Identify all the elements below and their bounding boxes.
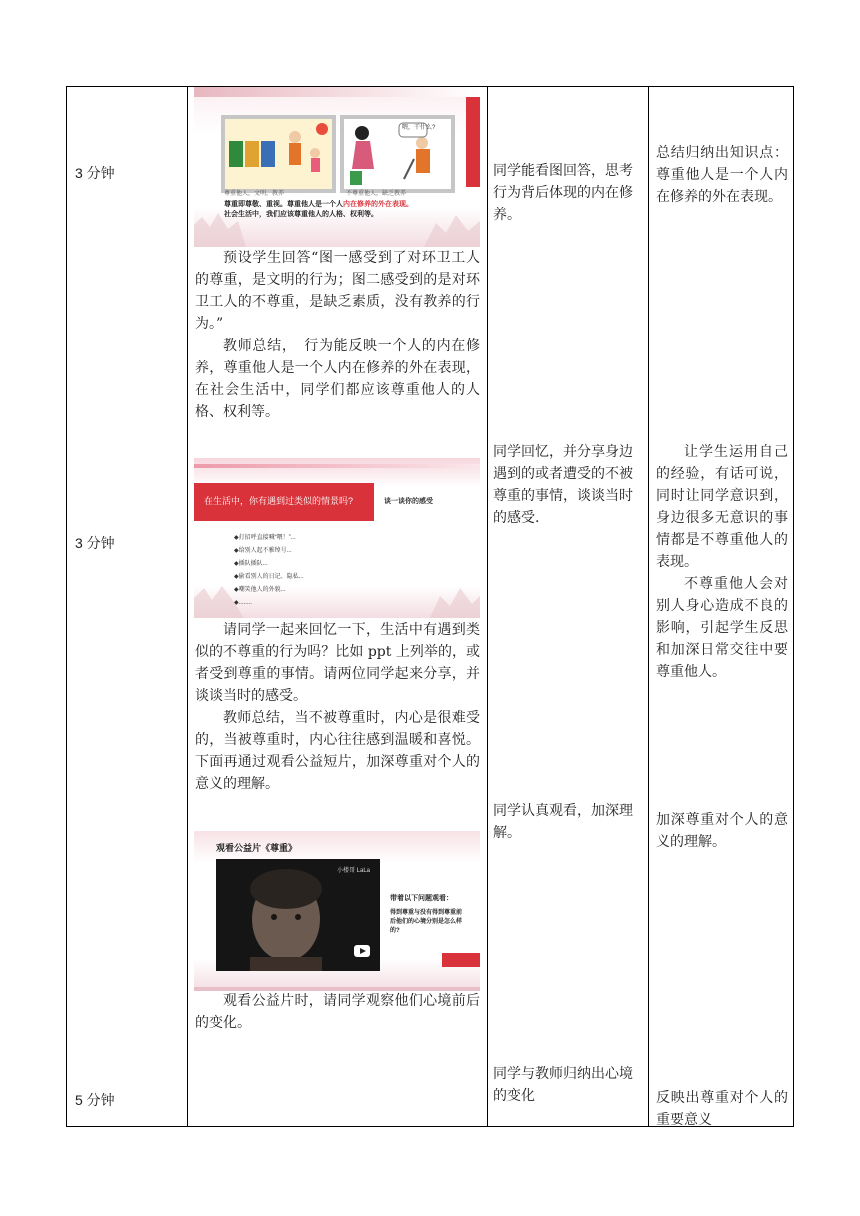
teacher-paragraph: 教师总结， 行为能反映一个人的内在修养，尊重他人是一个人内在修养的外在表现，在社会生活中，同学们都应该尊重他人的人格、权利等。 bbox=[195, 338, 480, 420]
list-item: ◆插队插队... bbox=[234, 561, 268, 567]
play-icon[interactable] bbox=[354, 945, 370, 957]
teacher-paragraph: 观看公益片时，请同学观察他们心境前后的变化。 bbox=[195, 993, 480, 1031]
caption-right: 不尊重他人，缺乏教养 bbox=[346, 191, 407, 197]
row1-teacher-text bbox=[195, 247, 480, 423]
row2-student-activity: 同学回忆，并分享身边遇到的或者遭受的不被尊重的事情，谈谈当时的感受. bbox=[493, 444, 633, 526]
cartoon-right-image bbox=[340, 115, 455, 193]
column-divider bbox=[648, 87, 649, 1126]
row2-time: 3 分钟 bbox=[75, 535, 115, 551]
column-divider bbox=[187, 87, 188, 1126]
cartoon-left-image bbox=[221, 115, 336, 193]
video-logo: 小楼哥 LaLa bbox=[336, 868, 370, 874]
accent-bar bbox=[466, 87, 480, 187]
accent-bar bbox=[442, 953, 480, 967]
list-item: ◆........ bbox=[234, 600, 252, 606]
slide-situations bbox=[194, 458, 480, 618]
slide-video bbox=[194, 831, 480, 991]
row4-time: 5 分钟 bbox=[75, 1092, 115, 1108]
teacher-paragraph: 预设学生回答“图一感受到了对环卫工人的尊重，是文明的行为；图二感受到的是对环卫工人的不尊重，是缺乏素质，没有教养的行为。” bbox=[195, 250, 480, 332]
row3-teacher-text bbox=[195, 990, 480, 1034]
row2-teacher-text bbox=[195, 619, 480, 795]
video-frame[interactable] bbox=[216, 859, 380, 971]
list-item: ◆打招呼直接喊“喂！”... bbox=[234, 535, 296, 541]
teacher-paragraph: 请同学一起来回忆一下，生活中有遇到类似的不尊重的行为吗？比如 ppt 上列举的，或者受到尊重的事情。请两位同学起来分享，并谈谈当时的感受。 bbox=[195, 622, 480, 704]
intent-paragraph: 不尊重他人会对别人身心造成不良的影响，引起学生反思和加深日常交往中要尊重他人。 bbox=[656, 576, 788, 680]
row1-design-intent: 总结归纳出知识点：尊重他人是一个人内在修养的外在表现。 bbox=[656, 145, 788, 205]
row3-design-intent: 加深尊重对个人的意义的理解。 bbox=[656, 812, 788, 850]
list-item: ◆嘲笑他人的外貌... bbox=[234, 587, 286, 593]
row1-time: 3 分钟 bbox=[75, 165, 115, 181]
caption-left: 尊重他人，文明，教养 bbox=[224, 191, 285, 197]
column-divider bbox=[487, 87, 488, 1126]
slide-video-title: 观看公益片《尊重》 bbox=[216, 843, 298, 853]
row1-student-activity: 同学能看图回答，思考行为背后体现的内在修养。 bbox=[493, 163, 633, 223]
row4-student-activity: 同学与教师归纳出心境的变化 bbox=[493, 1066, 633, 1104]
list-item: ◆偷看别人的日记、隐私... bbox=[234, 574, 304, 580]
row3-student-activity: 同学认真观看，加深理解。 bbox=[493, 803, 633, 841]
slide-respect-cartoon bbox=[194, 87, 480, 247]
intent-paragraph: 让学生运用自己的经验，有话可说，同时让同学意识到，身边很多无意识的事情都是不尊重他人的表现。 bbox=[656, 444, 788, 570]
slide-main-text: 尊重即尊敬、重视。尊重他人是一个人内在修养的外在表现。 社会生活中，我们应该尊重他人的人格、权利等。 bbox=[224, 201, 413, 218]
video-question-title: 带着以下问题观看： bbox=[390, 895, 453, 902]
speech-bubble: 喂，干什么? bbox=[402, 125, 436, 131]
row2-design-intent bbox=[656, 441, 788, 683]
lesson-table bbox=[66, 86, 794, 1127]
slide-question: 在生活中，你有遇到过类似的情景吗? bbox=[204, 496, 354, 506]
video-question-body: 得到尊重与没有得到尊重前后他们的心境分别是怎么样的? bbox=[390, 910, 463, 934]
slide-talk-label: 谈一谈你的感受 bbox=[384, 498, 433, 505]
row4-design-intent: 反映出尊重对个人的重要意义 bbox=[656, 1090, 788, 1128]
list-item: ◆给别人起不雅绰号... bbox=[234, 548, 292, 554]
teacher-paragraph: 教师总结，当不被尊重时，内心是很难受的，当被尊重时，内心往往感到温暖和喜悦。下面再通过观看公益短片，加深尊重对个人的意义的理解。 bbox=[195, 710, 480, 792]
